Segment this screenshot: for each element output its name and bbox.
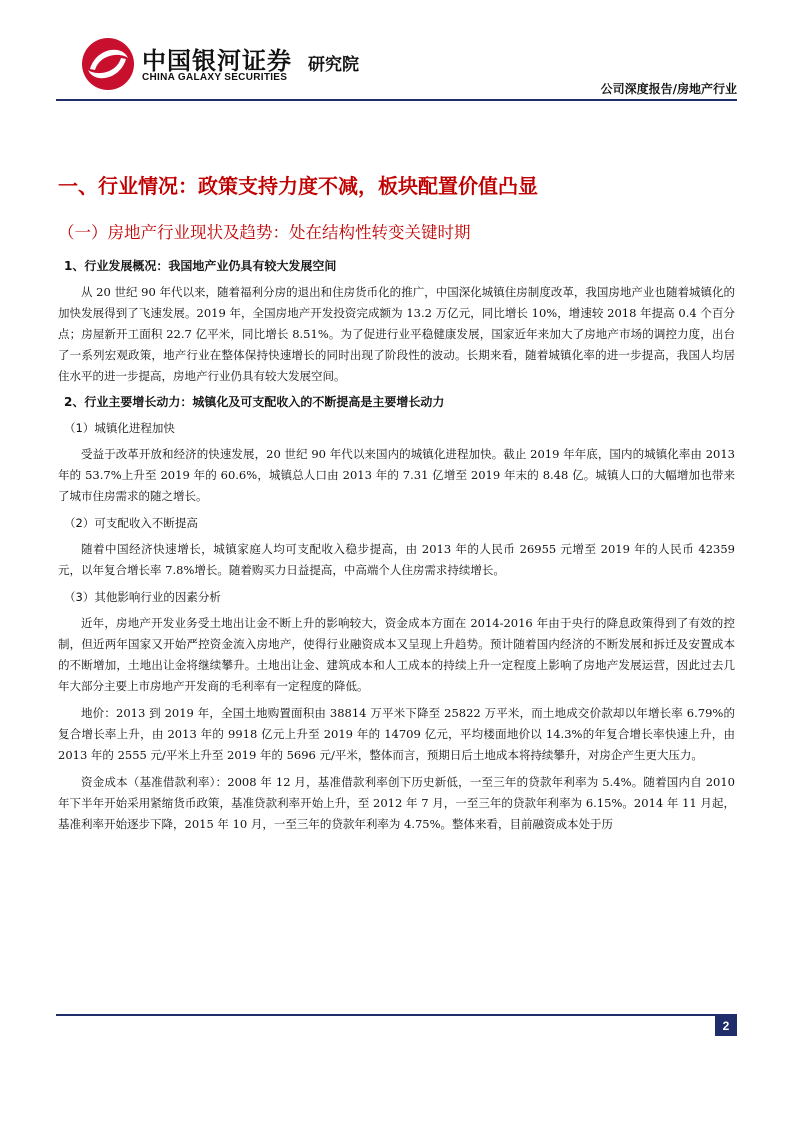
report-type: 公司深度报告/房地产行业	[600, 82, 737, 96]
logo-english-name: CHINA GALAXY SECURITIES	[142, 72, 288, 83]
item-label: （3）其他影响行业的因素分析	[64, 590, 221, 604]
report-body	[58, 170, 735, 841]
page-number: 2	[715, 1016, 737, 1036]
section-title: 一、行业情况：政策支持力度不减，板块配置价值凸显	[58, 174, 538, 198]
section-subtitle: （一）房地产行业现状及趋势：处在结构性转变关键时期	[58, 223, 471, 242]
paragraph: 受益于改革开放和经济的快速发展，20 世纪 90 年代以来国内的城镇化进程加快。截止 2019 年年底，国内的城镇化率由 2013 年的 53.7%上升至 2019 年的 60.6%，城镇总人口由 2013 年的 7.31 亿增至 2019 年末的 8.48 亿。城镇人口的大幅增加也带来了城市住房需求的随之增长。	[58, 447, 735, 503]
logo-chinese-name: 中国银河证券	[142, 47, 292, 75]
item-label: （1）城镇化进程加快	[64, 421, 175, 435]
paragraph: 随着中国经济快速增长，城镇家庭人均可支配收入稳步提高，由 2013 年的人民币 26955 元增至 2019 年的人民币 42359 元，以年复合增长率 7.8%增长。随着购买力日益提高，中高端个人住房需求持续增长。	[58, 542, 735, 577]
footer-divider	[56, 1014, 737, 1016]
header-divider	[56, 99, 737, 101]
galaxy-logo-icon	[80, 36, 136, 92]
paragraph: 资金成本（基准借款利率）：2008 年 12 月，基准借款利率创下历史新低，一至三年的贷款年利率为 5.4%。随着国内自 2010 年下半年开始采用紧缩货币政策，基准贷款利率开始上升，至 2012 年 7 月，一至三年的贷款年利率为 6.15%。2014 年 11 月起，基准利率开始逐步下降，2015 年 10 月，一至三年的贷款年利率为 4.75%。整体来看，目前融资成本处于历	[58, 775, 735, 831]
paragraph: 近年，房地产开发业务受土地出让金不断上升的影响较大，资金成本方面在 2014-2016 年由于央行的降息政策得到了有效的控制，但近两年国家又开始严控资金流入房地产，使得行业融资成本又呈现上升趋势。预计随着国内经济的不断发展和拆迁及安置成本的不断增加，土地出让金将继续攀升。土地出让金、建筑成本和人工成本的持续上升一定程度上影响了房地产发展运营，因此过去几年大部分主要上市房地产开发商的毛利率有一定程度的降低。	[58, 616, 735, 693]
company-logo	[80, 36, 380, 92]
institute-label: 研究院	[308, 55, 359, 75]
paragraph: 从 20 世纪 90 年代以来，随着福利分房的退出和住房货币化的推广，中国深化城镇住房制度改革，我国房地产业也随着城镇化的加快发展得到了飞速发展。2019 年，全国房地产开发投资完成额为 13.2 万亿元，同比增长 10%，增速较 2018 年提高 0.4 个百分点；房屋新开工面积 22.7 亿平米，同比增长 8.51%。为了促进行业平稳健康发展，国家近年来加大了房地产市场的调控力度，出台了一系列宏观政策，地产行业在整体保持快速增长的同时出现了阶段性的波动。长期来看，随着城镇化率的进一步提高，我国人均居住水平的进一步提高，房地产行业仍具有较大发展空间。	[58, 285, 735, 383]
subsection-heading: 1、行业发展概况：我国地产业仍具有较大发展空间	[64, 259, 337, 273]
paragraph: 地价：2013 到 2019 年，全国土地购置面积由 38814 万平米下降至 25822 万平米，而土地成交价款却以年增长率 6.79%的复合增长率上升，由 2013 年的 9918 亿元上升至 2019 年的 14709 亿元，平均楼面地价以 14.3%的年复合增长率快速上升，由 2013 年的 2555 元/平米上升至 2019 年的 5696 元/平米，整体而言，预期日后土地成本将持续攀升，对房企产生更大压力。	[58, 706, 735, 762]
subsection-heading: 2、行业主要增长动力：城镇化及可支配收入的不断提高是主要增长动力	[64, 395, 445, 409]
item-label: （2）可支配收入不断提高	[64, 516, 198, 530]
